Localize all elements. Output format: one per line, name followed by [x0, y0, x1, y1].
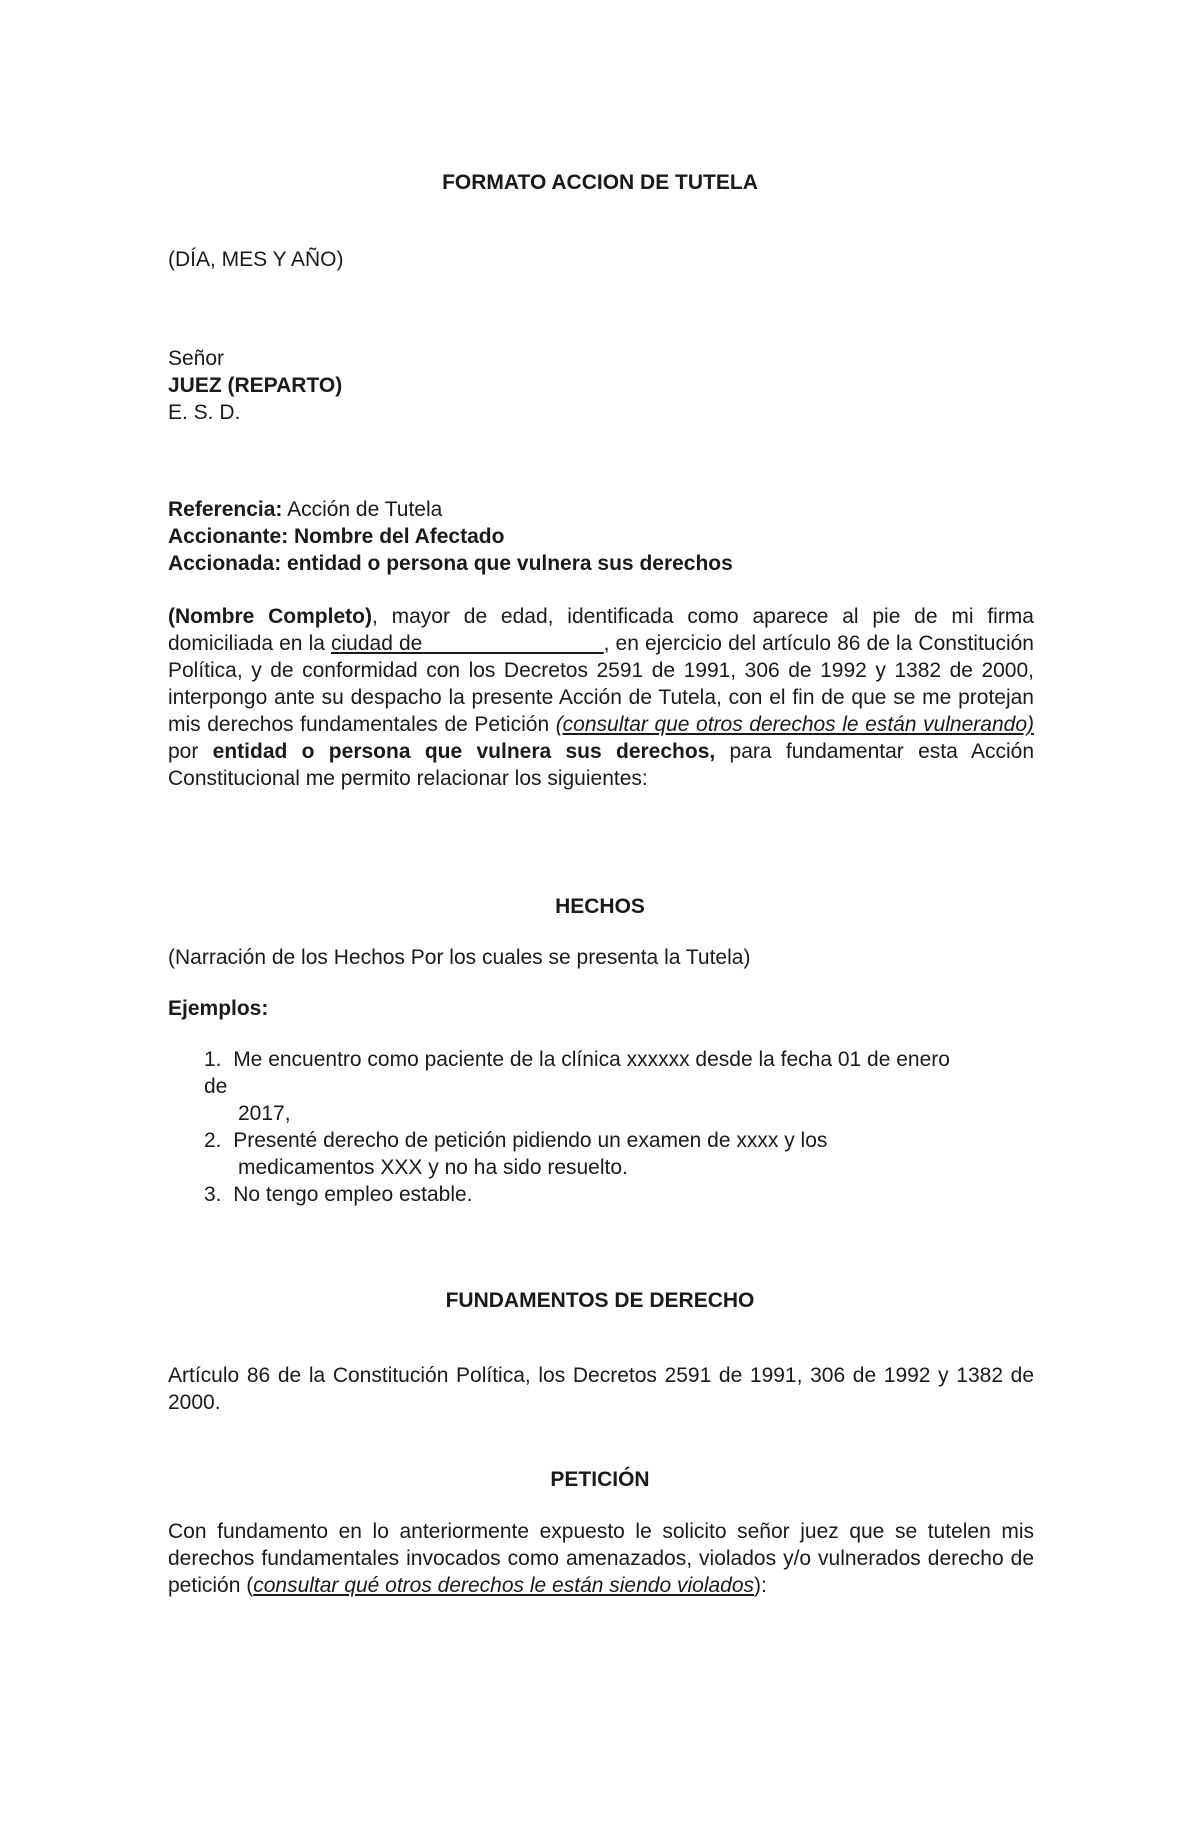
list-item — [168, 1046, 1034, 1127]
list-item-text: medicamentos XXX y no ha sido resuelto. — [238, 1156, 628, 1179]
hechos-heading: HECHOS — [555, 895, 645, 918]
intro-name: (Nombre Completo) — [168, 605, 372, 628]
intro-entidad: entidad o persona que vulnera sus derechos, — [212, 740, 716, 763]
peticion-consultar: consultar qué otros derechos le están siendo violados — [253, 1574, 755, 1597]
fundamentos-heading: FUNDAMENTOS DE DERECHO — [445, 1289, 755, 1312]
list-item-text: No tengo empleo estable. — [233, 1183, 473, 1206]
accionante-line: Accionante: Nombre del Afectado — [168, 525, 505, 548]
hechos-list — [168, 1046, 1034, 1208]
intro-paragraph — [168, 603, 1034, 792]
peticion-heading: PETICIÓN — [550, 1468, 650, 1491]
intro-text-1: , mayor de edad, identificada como aparece al pie de mi firma domiciliada en la — [168, 605, 1034, 655]
document-title: FORMATO ACCION DE TUTELA — [442, 171, 758, 194]
reference-label: Referencia: — [168, 498, 283, 521]
list-item-text: Me encuentro como paciente de la clínica xxxxxx desde la fecha 01 de enero — [233, 1048, 950, 1071]
intro-text-2: , en ejercicio del artículo 86 de la Constitución Política, y de conformidad con los Decretos 2591 de 1991, 306 de 1992 y 1382 de 2000, interpongo ante su despacho la presente Acción de Tutela, con el fin de que se me protejan mis derechos fundamentales de Petición — [168, 632, 1034, 736]
addressee-salutation: Señor — [168, 347, 225, 370]
hechos-narration: (Narración de los Hechos Por los cuales se presenta la Tutela) — [168, 946, 751, 969]
fundamentos-text: Artículo 86 de la Constitución Política, los Decretos 2591 de 1991, 306 de 1992 y 1382 de 2000. — [168, 1364, 1034, 1414]
intro-consultar: (consultar que otros derechos le están vulnerando) — [555, 713, 1034, 736]
accionada-line: Accionada: entidad o persona que vulnera sus derechos — [168, 552, 733, 575]
addressee-esd: E. S. D. — [168, 401, 241, 424]
list-item — [168, 1181, 1034, 1208]
reference-line — [168, 496, 1034, 523]
list-item-number: 3. — [204, 1183, 222, 1206]
list-item-number: 2. — [204, 1129, 222, 1152]
intro-text-3: por — [168, 740, 213, 763]
list-item — [168, 1127, 1034, 1181]
addressee-judge: JUEZ (REPARTO) — [168, 374, 343, 397]
addressee-block — [168, 345, 1034, 426]
intro-text-4: para fundamentar esta Acción Constitucional me permito relacionar los siguientes: — [168, 740, 1035, 790]
list-item-text: 2017, — [238, 1102, 291, 1125]
list-item-text: Presenté derecho de petición pidiendo un examen de xxxx y los — [233, 1129, 828, 1152]
examples-label: Ejemplos: — [168, 997, 269, 1020]
peticion-text-2: ): — [754, 1574, 767, 1597]
reference-block — [168, 496, 1034, 577]
date-placeholder: (DÍA, MES Y AÑO) — [168, 248, 344, 271]
intro-ciudad: ciudad de — [331, 632, 423, 655]
reference-value: Acción de Tutela — [282, 498, 443, 521]
peticion-text-1: Con fundamento en lo anteriormente expuesto le solicito señor juez que se tutelen mis derechos fundamentales invocados como amenazados, violados y/o vulnerados derecho de petición ( — [168, 1520, 1034, 1597]
list-item-number: 1. — [204, 1048, 222, 1071]
intro-blank: _______________ — [422, 632, 604, 655]
list-item-text: de — [204, 1075, 228, 1098]
peticion-paragraph — [168, 1518, 1034, 1599]
